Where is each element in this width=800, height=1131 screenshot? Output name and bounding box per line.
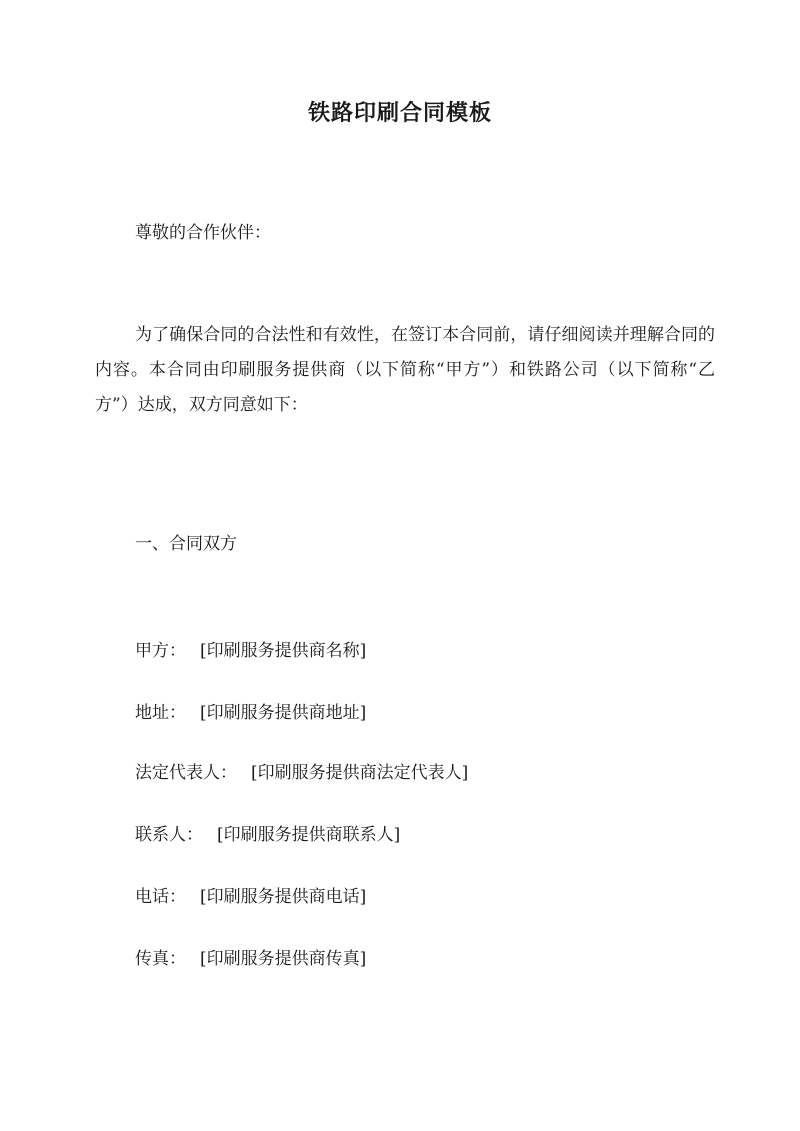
party-a-address-value: [印刷服务提供商地址] (200, 703, 367, 723)
party-a-address-label: 地址： (135, 703, 186, 723)
party-a-fax-field (135, 944, 366, 969)
party-a-phone-label: 电话： (135, 887, 186, 907)
party-a-contact-label: 联系人： (135, 825, 203, 845)
party-a-address-field (135, 698, 366, 723)
party-a-legal-rep-value: [印刷服务提供商法定代表人] (251, 763, 469, 783)
party-a-phone-value: [印刷服务提供商电话] (200, 887, 367, 907)
intro-text: 为了确保合同的合法性和有效性，在签订本合同前，请仔细阅读并理解合同的内容。本合同由印刷服务提供商（以下简称“甲方”）和铁路公司（以下简称“乙方”）达成，双方同意如下： (95, 325, 715, 415)
greeting-text: 尊敬的合作伙伴： (135, 223, 271, 243)
section-heading-parties: 一、合同双方 (135, 534, 237, 554)
party-a-legal-rep-field (135, 758, 468, 783)
intro-paragraph (95, 318, 715, 423)
party-a-fax-label: 传真： (135, 949, 186, 969)
party-a-phone-field (135, 882, 366, 907)
party-a-contact-value: [印刷服务提供商联系人] (217, 825, 401, 845)
party-a-name-label: 甲方： (135, 641, 186, 661)
party-a-legal-rep-label: 法定代表人： (135, 763, 237, 783)
party-a-fax-value: [印刷服务提供商传真] (200, 949, 367, 969)
party-a-contact-field (135, 820, 400, 845)
party-a-name-field (135, 636, 366, 661)
document-title: 铁路印刷合同模板 (307, 100, 492, 126)
party-a-name-value: [印刷服务提供商名称] (200, 641, 367, 661)
